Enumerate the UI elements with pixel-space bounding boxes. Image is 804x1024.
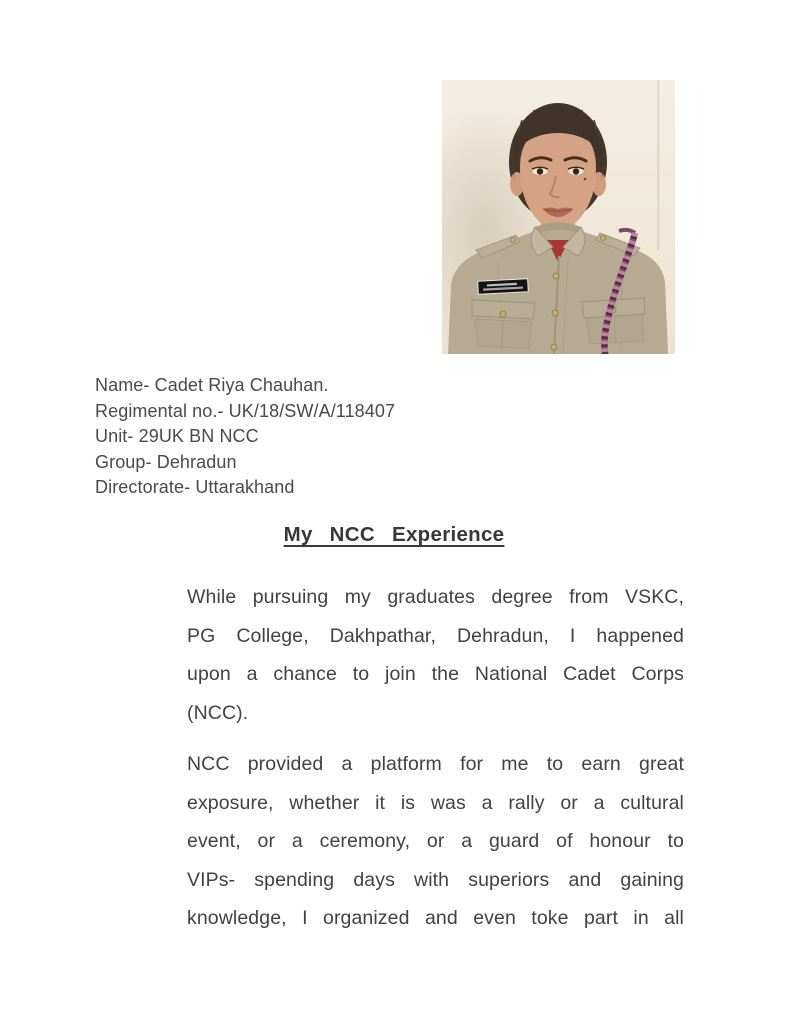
essay-line: While pursuing my graduates degree from VSKC, bbox=[187, 586, 684, 608]
detail-regimental-no: Regimental no.- UK/18/SW/A/118407 bbox=[95, 400, 396, 421]
essay-line: (NCC). bbox=[187, 701, 249, 724]
cadet-details bbox=[95, 373, 525, 501]
essay-line: VIPs- spending days with superiors and gaining bbox=[187, 868, 684, 891]
portrait-illustration bbox=[442, 80, 675, 354]
essay-paragraph-2 bbox=[187, 745, 684, 938]
detail-name: Name- Cadet Riya Chauhan. bbox=[95, 375, 329, 395]
essay-line: upon a chance to join the National Cadet Corps bbox=[187, 663, 684, 685]
essay-line: PG College, Dakhpathar, Dehradun, I happened bbox=[187, 624, 684, 647]
essay-paragraph-1 bbox=[187, 578, 684, 732]
uniform-name-plate bbox=[478, 279, 529, 295]
essay-line: knowledge, I organized and even toke part in all bbox=[187, 907, 684, 929]
cadet-portrait-photo bbox=[442, 80, 675, 354]
essay-title: My NCC Experience bbox=[283, 523, 505, 546]
detail-directorate: Directorate- Uttarakhand bbox=[95, 477, 295, 498]
essay-line: exposure, whether it is was a rally or a cultural bbox=[187, 791, 684, 814]
detail-group: Group- Dehradun bbox=[95, 451, 237, 472]
detail-unit: Unit- 29UK BN NCC bbox=[95, 426, 259, 447]
essay-line: event, or a ceremony, or a guard of honour to bbox=[187, 830, 684, 852]
essay-line: NCC provided a platform for me to earn great bbox=[187, 753, 684, 775]
essay-body bbox=[187, 578, 684, 938]
chest-pocket-left bbox=[472, 300, 535, 349]
